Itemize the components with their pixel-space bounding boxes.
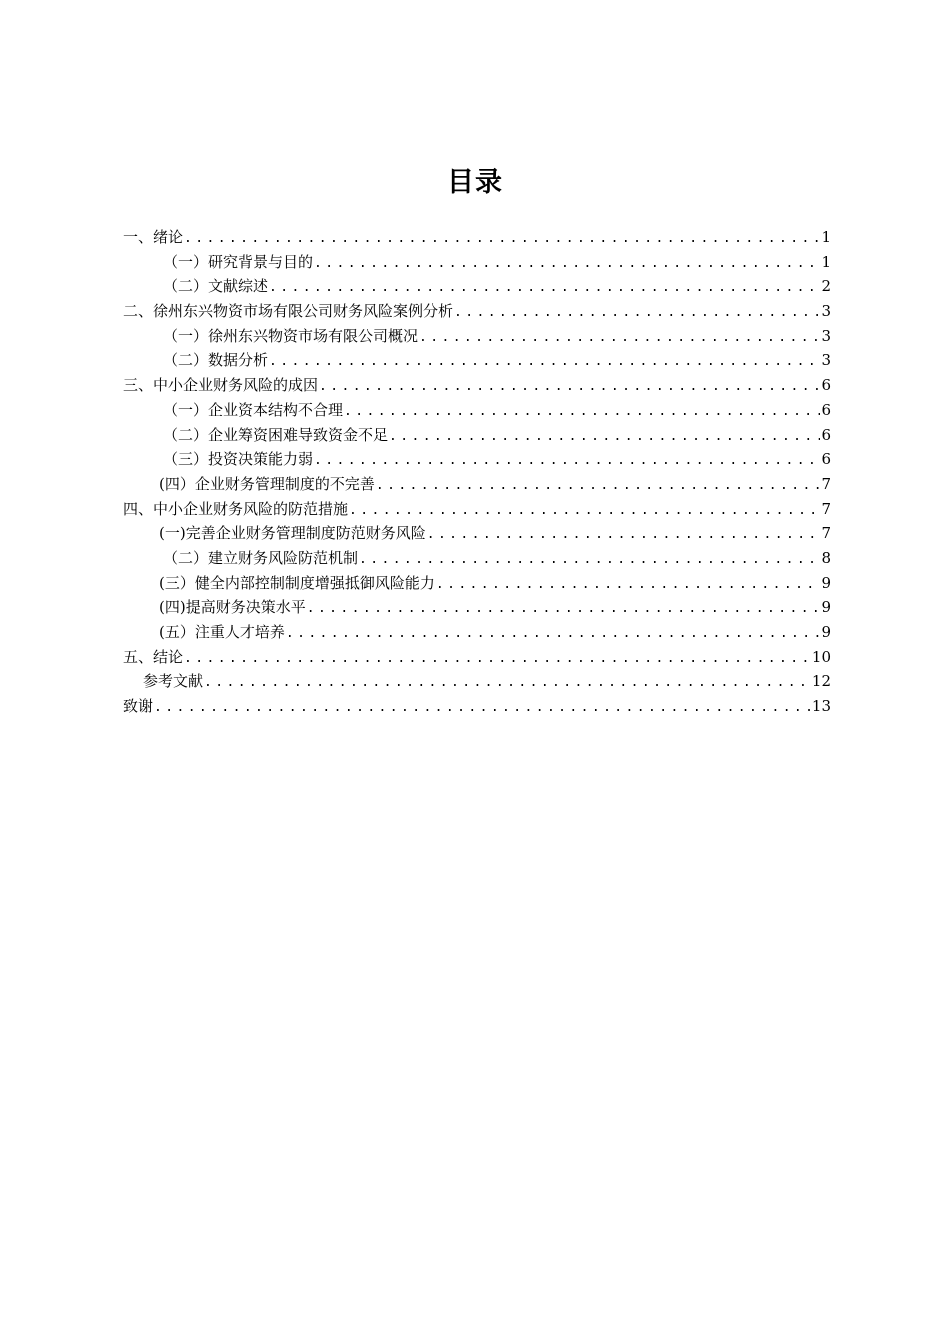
toc-entry-page: 12 (811, 672, 831, 691)
toc-entry-text: （三）投资决策能力弱 (163, 450, 314, 469)
toc-entry (123, 348, 831, 373)
toc-leader-dots (436, 573, 821, 596)
toc-entry (123, 645, 831, 670)
toc-leader-dots (154, 696, 811, 719)
toc-entry (123, 447, 831, 472)
toc-entry-text: 二、徐州东兴物资市场有限公司财务风险案例分析 (123, 302, 454, 321)
toc-leader-dots (269, 276, 820, 299)
toc-entry (123, 274, 831, 299)
toc-entry (123, 497, 831, 522)
toc-leader-dots (319, 375, 820, 398)
toc-entry-text: （二）数据分析 (163, 351, 269, 370)
toc-leader-dots (427, 523, 821, 546)
toc-entry (123, 324, 831, 349)
toc-leader-dots (359, 548, 820, 571)
toc-entry-page: 2 (821, 277, 831, 296)
toc-entry-text: 五、结论 (123, 647, 184, 666)
toc-entry (123, 571, 831, 596)
toc-entry-page: 7 (821, 499, 831, 518)
toc-entry-text: (四)提高财务决策水平 (159, 598, 306, 617)
toc-entry (123, 250, 831, 275)
toc-entry-page: 1 (821, 252, 831, 271)
toc-leader-dots (376, 474, 821, 497)
toc-entry (123, 546, 831, 571)
toc-entry-page: 9 (821, 598, 831, 617)
toc-title: 目录 (447, 167, 503, 198)
toc-entry-page: 1 (821, 228, 831, 246)
toc-leader-dots (286, 622, 821, 645)
toc-entry-page: 10 (811, 647, 831, 666)
toc-entry (123, 472, 831, 497)
toc-entry-text: (一)完善企业财务管理制度防范财务风险 (159, 524, 426, 543)
toc-leader-dots (204, 671, 811, 694)
toc-leader-dots (307, 597, 821, 620)
toc-entry-page: 9 (821, 573, 831, 592)
toc-leader-dots (184, 227, 820, 250)
toc-leader-dots (269, 350, 820, 373)
toc-entry-page: 3 (821, 302, 831, 321)
toc-leader-dots (349, 499, 820, 522)
toc-entry-page: 6 (821, 450, 831, 469)
toc-entry (123, 299, 831, 324)
toc-entry (123, 423, 831, 448)
toc-entry-page: 7 (821, 524, 831, 543)
toc-entry-page: 3 (821, 351, 831, 370)
toc-entry-page: 6 (821, 400, 831, 419)
toc-entry-text: (五）注重人才培养 (159, 623, 285, 641)
toc-entry-text: 参考文献 (143, 672, 204, 691)
toc-leader-dots (184, 647, 811, 670)
toc-entry-page: 8 (821, 548, 831, 567)
toc-entry-text: （二）建立财务风险防范机制 (163, 548, 359, 567)
toc-entry (123, 694, 831, 719)
toc-entry-page: 6 (821, 425, 831, 444)
toc-entry (123, 620, 831, 645)
toc-entry-text: 一、绪论 (123, 228, 184, 246)
toc-leader-dots (419, 326, 820, 349)
toc-list (123, 225, 831, 719)
toc-entry (123, 595, 831, 620)
toc-entry (123, 398, 831, 423)
toc-entry-text: （二）文献综述 (163, 277, 269, 296)
toc-entry-text: （一）企业资本结构不合理 (163, 400, 344, 419)
toc-leader-dots (314, 449, 820, 472)
toc-entry (123, 669, 831, 694)
toc-entry-text: （一）徐州东兴物资市场有限公司概况 (163, 326, 419, 345)
toc-leader-dots (344, 400, 820, 423)
toc-entry-page: 3 (821, 326, 831, 345)
toc-entry (123, 521, 831, 546)
toc-entry (123, 225, 831, 250)
toc-entry-text: (三）健全内部控制制度增强抵御风险能力 (159, 573, 435, 592)
toc-leader-dots (314, 252, 820, 275)
toc-entry (123, 373, 831, 398)
toc-entry-page: 7 (821, 474, 831, 493)
toc-entry-text: 三、中小企业财务风险的成因 (123, 376, 319, 395)
toc-entry-text: (四）企业财务管理制度的不完善 (159, 474, 375, 493)
toc-leader-dots (454, 301, 820, 324)
toc-entry-page: 9 (821, 623, 831, 641)
toc-entry-text: 致谢 (123, 697, 154, 716)
toc-entry-text: 四、中小企业财务风险的防范措施 (123, 499, 349, 518)
toc-entry-page: 13 (811, 697, 831, 716)
toc-entry-text: （一）研究背景与目的 (163, 252, 314, 271)
toc-entry-text: （二）企业筹资困难导致资金不足 (163, 425, 389, 444)
toc-leader-dots (389, 425, 820, 448)
toc-entry-page: 6 (821, 376, 831, 395)
